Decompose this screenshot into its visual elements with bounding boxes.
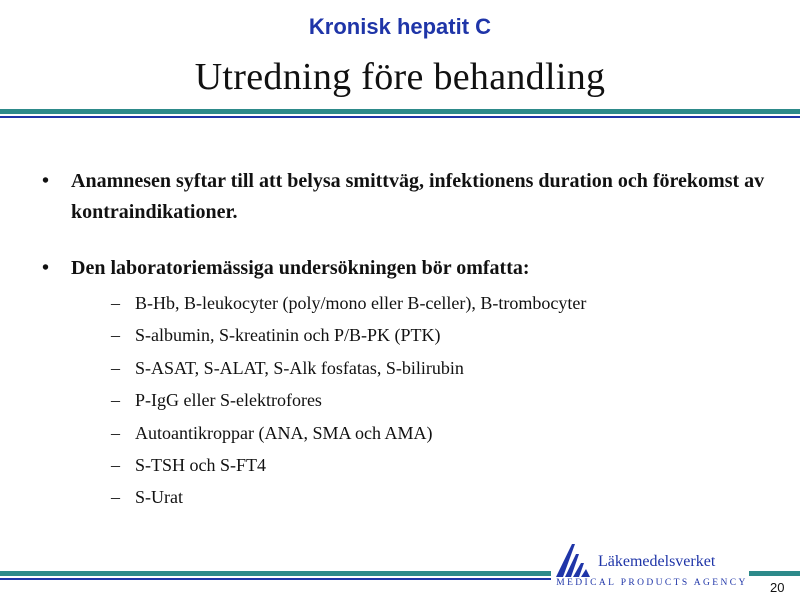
footer-divider-right	[749, 571, 800, 576]
dash-marker: –	[111, 293, 120, 313]
slide-supertitle: Kronisk hepatit C	[308, 14, 492, 39]
list-item-text: S-albumin, S-kreatinin och P/B-PK (PTK)	[135, 325, 441, 346]
dash-marker: –	[111, 455, 120, 476]
dash-marker: –	[111, 357, 120, 378]
agency-name: Läkemedelsverket	[598, 553, 716, 570]
list-item	[71, 449, 782, 481]
list-item	[71, 352, 782, 384]
bullet-marker: •	[42, 257, 50, 279]
bullet-text: Anamnesen syftar till att belysa smittväg, infektionens duration och förekomst av kontraindikationer.	[71, 170, 765, 223]
title-divider-thin	[0, 116, 800, 118]
list-item-text: S-Urat	[135, 487, 183, 508]
agency-subtitle: MEDICAL PRODUCTS AGENCY	[556, 578, 748, 588]
slide-title: Utredning före behandling	[194, 56, 606, 98]
agency-logo-icon	[554, 541, 594, 581]
bullet-text: Den laboratoriemässiga undersökningen bör omfatta:	[71, 257, 530, 279]
bullet-marker: •	[42, 170, 50, 192]
list-item-text: S-TSH och S-FT4	[135, 455, 267, 476]
bullet-anamnesis	[42, 166, 782, 228]
list-item	[71, 319, 782, 351]
list-item	[71, 417, 782, 449]
list-item	[71, 384, 782, 416]
title-divider-thick	[0, 109, 800, 114]
dash-marker: –	[111, 487, 120, 508]
list-item-text: B-Hb, B-leukocyter (poly/mono eller B-celler), B-trombocyter	[135, 293, 587, 313]
bullet-list	[42, 166, 782, 514]
list-item	[71, 287, 782, 319]
dash-marker: –	[111, 422, 120, 443]
list-item-text: S-ASAT, S-ALAT, S-Alk fosfatas, S-bilirubin	[135, 357, 464, 378]
list-item-text: Autoantikroppar (ANA, SMA och AMA)	[135, 422, 433, 443]
list-item-text: P-IgG eller S-elektrofores	[135, 390, 322, 411]
list-item	[71, 481, 782, 513]
footer-divider-thick	[0, 571, 551, 576]
dash-marker: –	[111, 325, 120, 346]
footer-divider-thin	[0, 578, 551, 580]
page-number: 20	[770, 580, 785, 595]
bullet-lab-tests	[42, 253, 782, 514]
lab-test-list	[71, 287, 782, 514]
dash-marker: –	[111, 390, 120, 411]
